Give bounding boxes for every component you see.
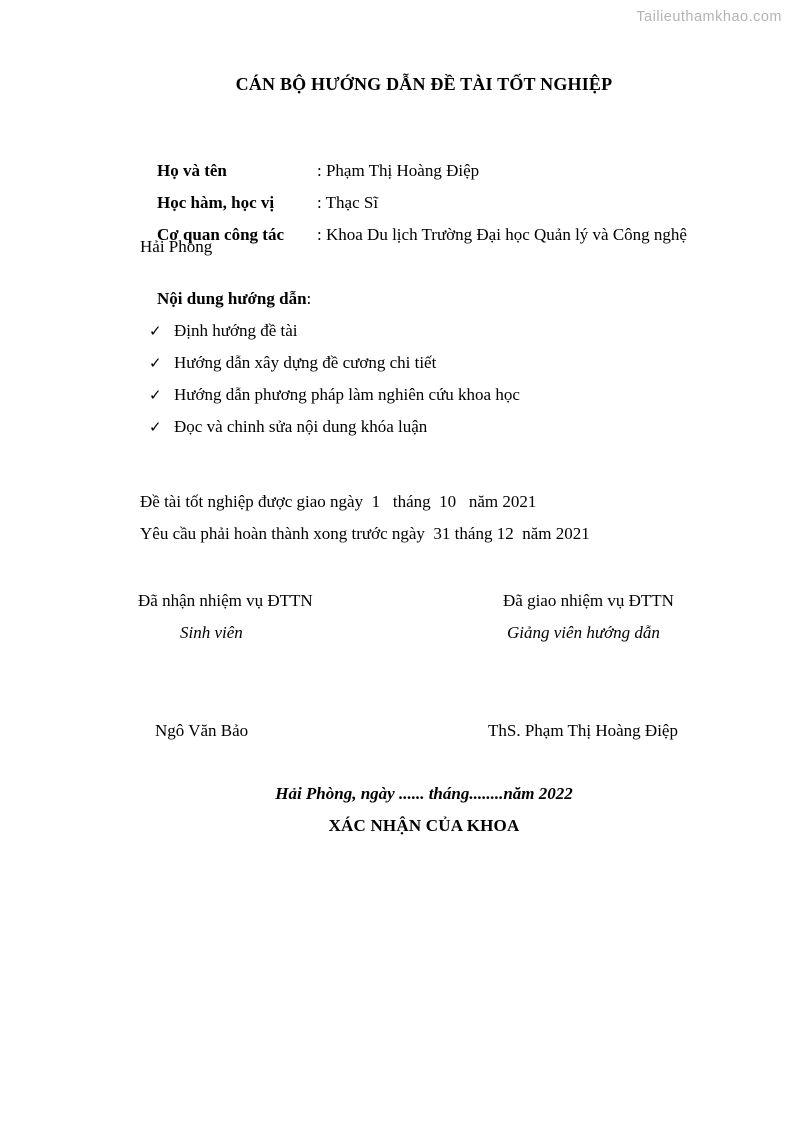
checklist-item-text: Định hướng đề tài [174, 321, 298, 340]
footer-confirmation: XÁC NHẬN CỦA KHOA [328, 816, 520, 835]
guidance-heading-text: Nội dung hướng dẫn [157, 289, 307, 308]
signature-left-role: Sinh viên [180, 623, 243, 642]
checklist-item-text: Đọc và chinh sửa nội dung khóa luận [174, 417, 428, 436]
signature-right-role: Giảng viên hướng dẫn [507, 623, 660, 642]
checklist-item-text: Hướng dẫn phương pháp làm nghiên cứu khoa học [174, 385, 520, 404]
field-row-workplace [140, 205, 687, 265]
field-label-workplace: Cơ quan công tác [157, 225, 285, 244]
footer-place-date: Hải Phòng, ngày ...... tháng........năm 2022 [275, 784, 573, 803]
checklist-item-text: Hướng dẫn xây dựng đề cương chi tiết [174, 353, 437, 372]
signature-left-name: Ngô Văn Bảo [155, 721, 249, 740]
checklist-item [132, 397, 427, 457]
signature-right-heading: Đã giao nhiệm vụ ĐTTN [503, 591, 674, 610]
field-value-workplace: : Khoa Du lịch Trường Đại học Quản lý và Công nghệ [317, 225, 687, 244]
watermark: Tailieuthamkhao.com [636, 9, 782, 25]
field-label-degree: Học hàm, học vị [157, 193, 275, 212]
assigned-date-line: Đề tài tốt nghiệp được giao ngày 1 tháng 10 năm 2021 [140, 492, 537, 511]
checkmark-icon: ✓ [149, 388, 162, 404]
field-value-workplace-continuation: Hải Phòng [140, 237, 213, 256]
deadline-date-line: Yêu cầu phải hoàn thành xong trước ngày 31 tháng 12 năm 2021 [140, 524, 590, 543]
field-value-name: : Phạm Thị Hoàng Điệp [317, 161, 480, 180]
field-label-name: Họ và tên [157, 161, 227, 180]
signature-left-heading: Đã nhận nhiệm vụ ĐTTN [138, 591, 313, 610]
checkmark-icon: ✓ [149, 324, 162, 340]
page-title: CÁN BỘ HƯỚNG DẪN ĐỀ TÀI TỐT NGHIỆP [235, 74, 613, 94]
checkmark-icon: ✓ [149, 356, 162, 372]
signature-right-name: ThS. Phạm Thị Hoàng Điệp [488, 721, 678, 740]
checkmark-icon: ✓ [149, 420, 162, 436]
field-value-degree: : Thạc Sĩ [317, 193, 379, 212]
guidance-heading-colon: : [306, 289, 312, 308]
